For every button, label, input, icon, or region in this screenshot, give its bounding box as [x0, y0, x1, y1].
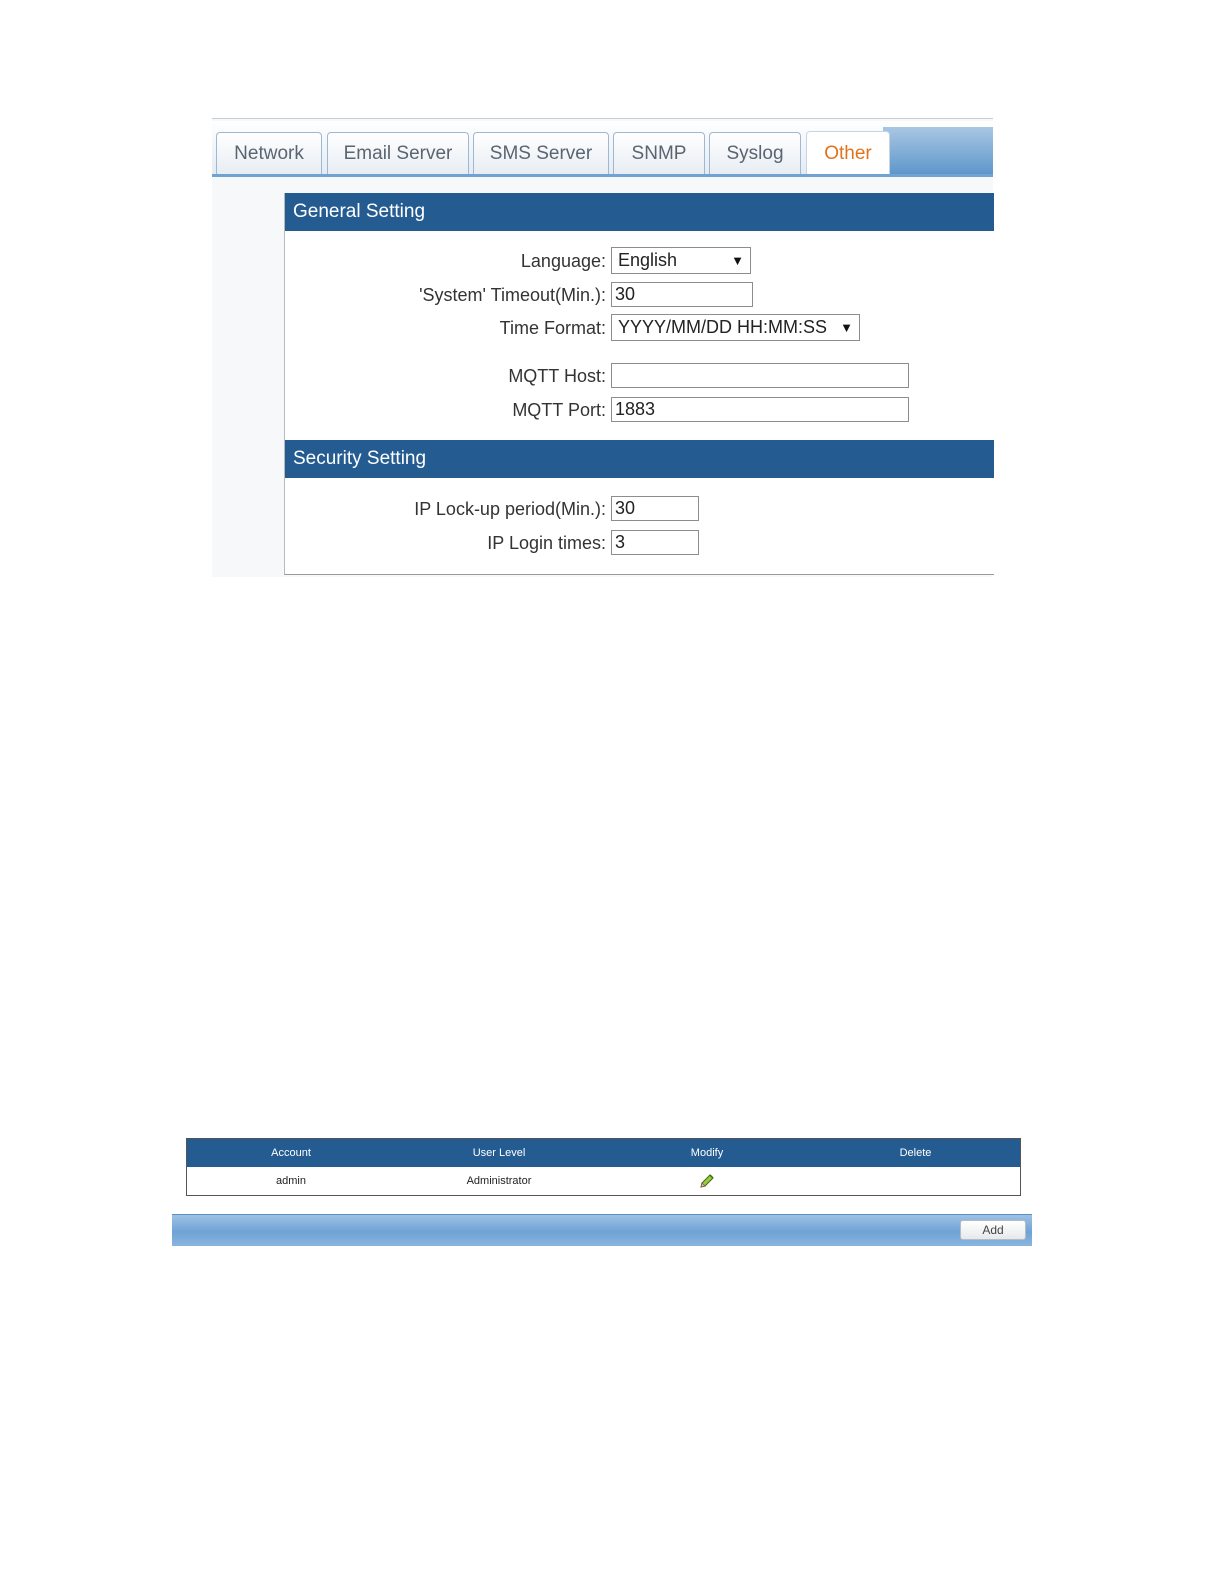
user-level-cell: Administrator — [466, 1175, 532, 1187]
triangle-down-icon: ▼ — [731, 253, 744, 268]
column-header-account: Account — [271, 1147, 311, 1159]
timeout-label: 'System' Timeout(Min.): — [419, 284, 606, 305]
language-row — [285, 246, 994, 276]
mqtt-port-value: 1883 — [615, 399, 656, 419]
column-header-user-level: User Level — [472, 1147, 526, 1159]
mqtt-port-label: MQTT Port: — [512, 399, 606, 420]
pencil-icon[interactable] — [699, 1173, 715, 1189]
mqtt-host-label: MQTT Host: — [508, 365, 606, 386]
tab-network[interactable]: Network — [216, 132, 322, 174]
modify-cell — [603, 1167, 811, 1195]
tab-bar-accent — [883, 127, 993, 174]
account-table — [186, 1138, 1021, 1196]
timeout-value: 30 — [615, 284, 636, 304]
mqtt-port-input[interactable] — [611, 397, 909, 422]
language-value: English — [618, 250, 678, 270]
lockup-value: 30 — [615, 498, 636, 518]
security-setting-header — [285, 440, 994, 478]
time-format-value: YYYY/MM/DD HH:MM:SS — [618, 317, 828, 337]
delete-cell — [811, 1167, 1020, 1195]
mqtt-port-row — [285, 395, 994, 425]
login-times-row — [285, 528, 994, 558]
table-row — [187, 1167, 1020, 1195]
account-cell: admin — [276, 1175, 306, 1187]
time-format-label: Time Format: — [499, 317, 606, 338]
tab-sms-server[interactable]: SMS Server — [473, 132, 609, 174]
tab-bar-underline — [212, 174, 993, 177]
lockup-row — [285, 494, 994, 524]
general-setting-header — [285, 193, 994, 231]
timeout-row — [285, 280, 994, 310]
add-button[interactable]: Add — [960, 1220, 1026, 1240]
mqtt-host-input[interactable] — [611, 363, 909, 388]
security-setting-title: Security Setting — [293, 448, 427, 469]
settings-content — [284, 193, 994, 575]
account-footer-bar — [172, 1214, 1032, 1246]
tab-other[interactable]: Other — [806, 131, 890, 175]
lockup-label: IP Lock-up period(Min.): — [414, 498, 606, 519]
tab-snmp[interactable]: SNMP — [613, 132, 705, 174]
login-times-value: 3 — [615, 532, 626, 552]
login-times-input[interactable] — [611, 530, 699, 555]
triangle-down-icon: ▼ — [840, 320, 853, 335]
timeout-input[interactable] — [611, 282, 753, 307]
login-times-label: IP Login times: — [487, 532, 606, 553]
account-table-header — [187, 1139, 1020, 1167]
time-format-row — [285, 313, 994, 343]
language-label: Language: — [520, 250, 606, 271]
tab-email-server[interactable]: Email Server — [327, 132, 469, 174]
column-header-delete: Delete — [899, 1147, 932, 1159]
tab-syslog[interactable]: Syslog — [709, 132, 801, 174]
lockup-input[interactable] — [611, 496, 699, 521]
settings-panel — [212, 118, 993, 577]
time-format-select[interactable] — [611, 314, 860, 341]
tab-bar — [212, 121, 993, 174]
column-header-modify: Modify — [690, 1147, 724, 1159]
mqtt-host-row — [285, 361, 994, 391]
general-setting-title: General Setting — [293, 201, 426, 222]
language-select[interactable] — [611, 247, 751, 274]
